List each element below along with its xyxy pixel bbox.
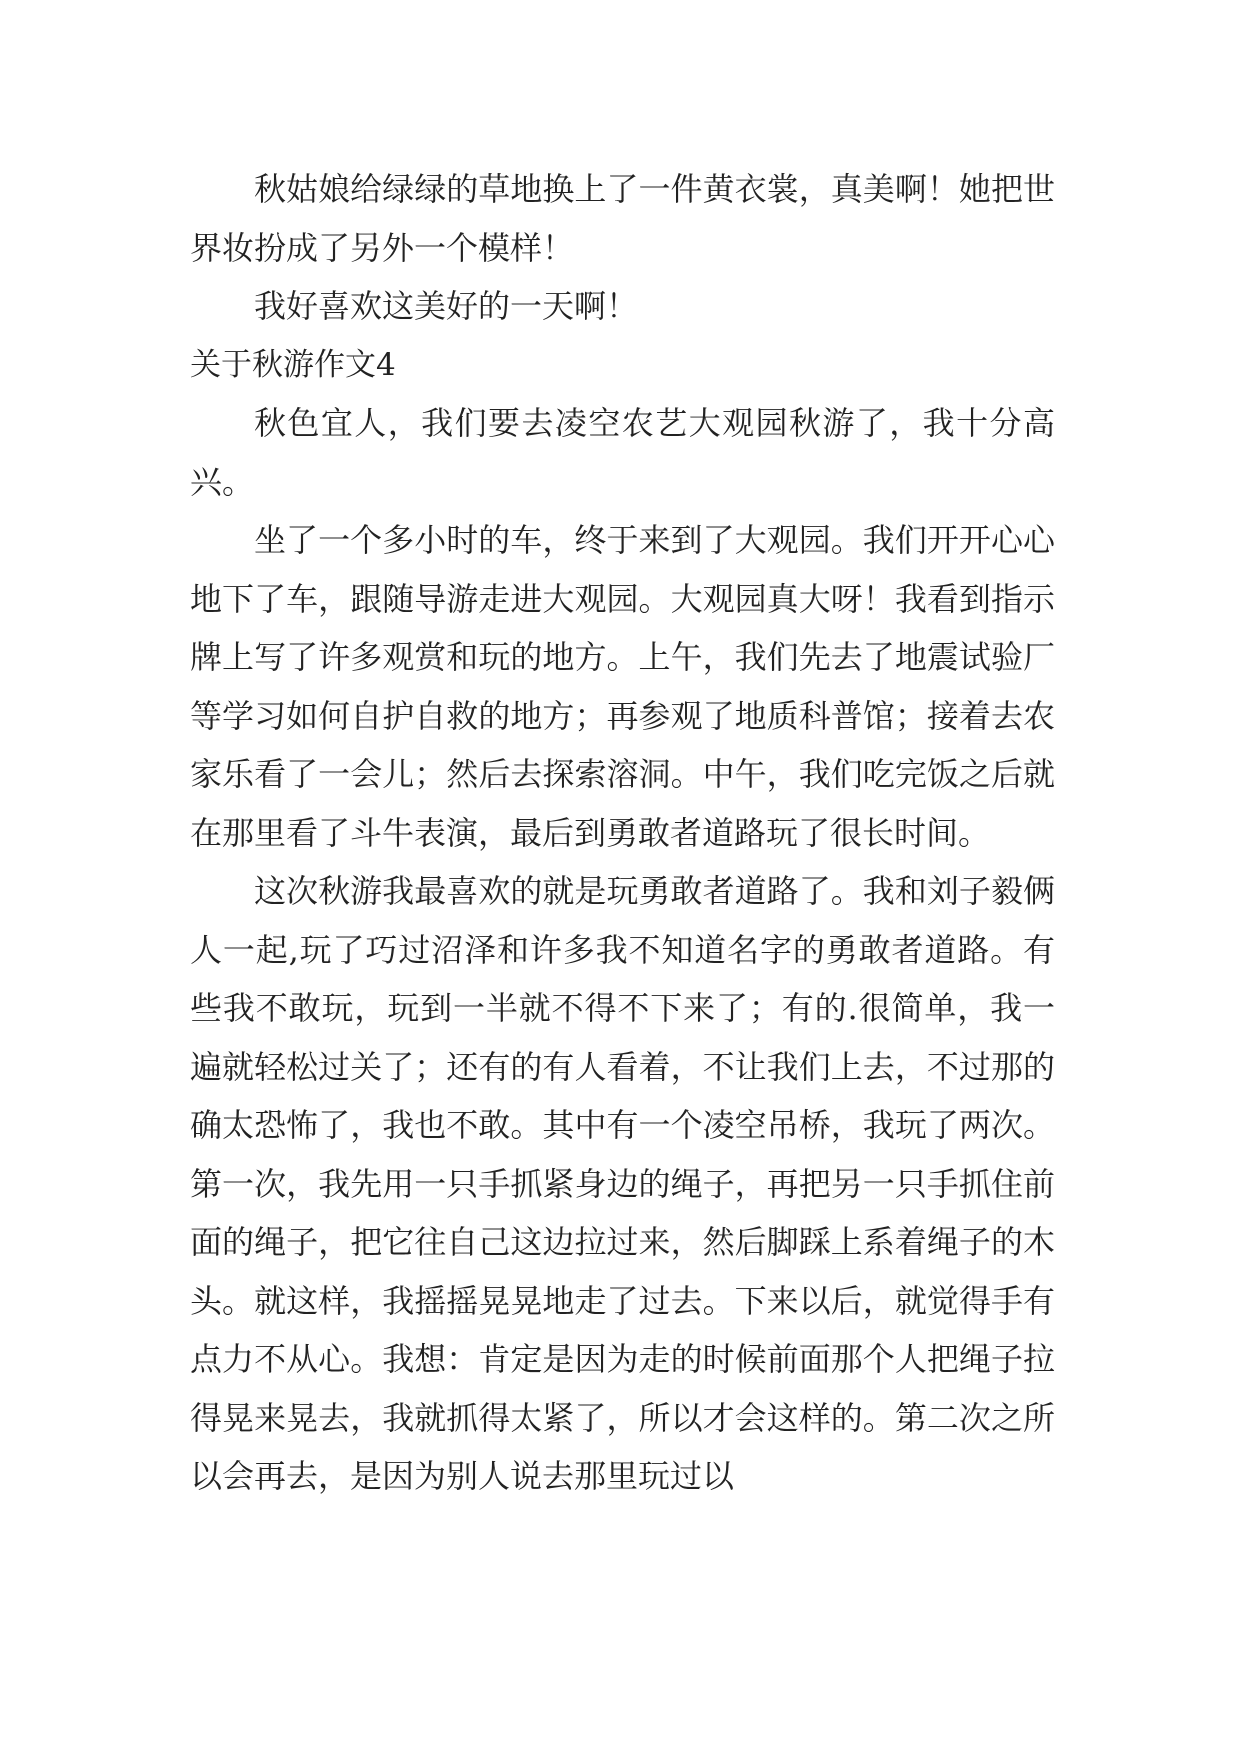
paragraph: 我好喜欢这美好的一天啊！: [254, 287, 639, 325]
paragraph: 这次秋游我最喜欢的就是玩勇敢者道路了。我和刘子毅俩人一起,玩了巧过沼泽和许多我不知道名字的勇敢者道路。有些我不敢玩，玩到一半就不得不下来了；有的.很简单，我一遍就轻松过关了；还有的有人看着，不让我们上去，不过那的确太恐怖了，我也不敢。其中有一个凌空吊桥，我玩了两次。第一次，我先用一只手抓紧身边的绳子，再把另一只手抓住前面的绳子，把它往自己这边拉过来，然后脚踩上系着绳子的木头。就这样，我摇摇晃晃地走了过去。下来以后，就觉得手有点力不从心。我想：肯定是因为走的时候前面那个人把绳子拉得晃来晃去，我就抓得太紧了，所以才会这样的。第二次之所以会再去，是因为别人说去那里玩过以: [190, 872, 1055, 1495]
document-page: [190, 160, 1055, 1506]
paragraph: 秋色宜人，我们要去凌空农艺大观园秋游了，我十分高兴。: [190, 404, 1055, 501]
paragraph: 坐了一个多小时的车，终于来到了大观园。我们开开心心地下了车，跟随导游走进大观园。大观园真大呀！我看到指示牌上写了许多观赏和玩的地方。上午，我们先去了地震试验厂等学习如何自护自救的地方；再参观了地质科普馆；接着去农家乐看了一会儿；然后去探索溶洞。中午，我们吃完饭之后就在那里看了斗牛表演，最后到勇敢者道路玩了很长时间。: [190, 521, 1055, 852]
paragraph: 秋姑娘给绿绿的草地换上了一件黄衣裳，真美啊！她把世界妆扮成了另外一个模样！: [190, 170, 1055, 267]
section-title: 关于秋游作文4: [190, 346, 396, 383]
